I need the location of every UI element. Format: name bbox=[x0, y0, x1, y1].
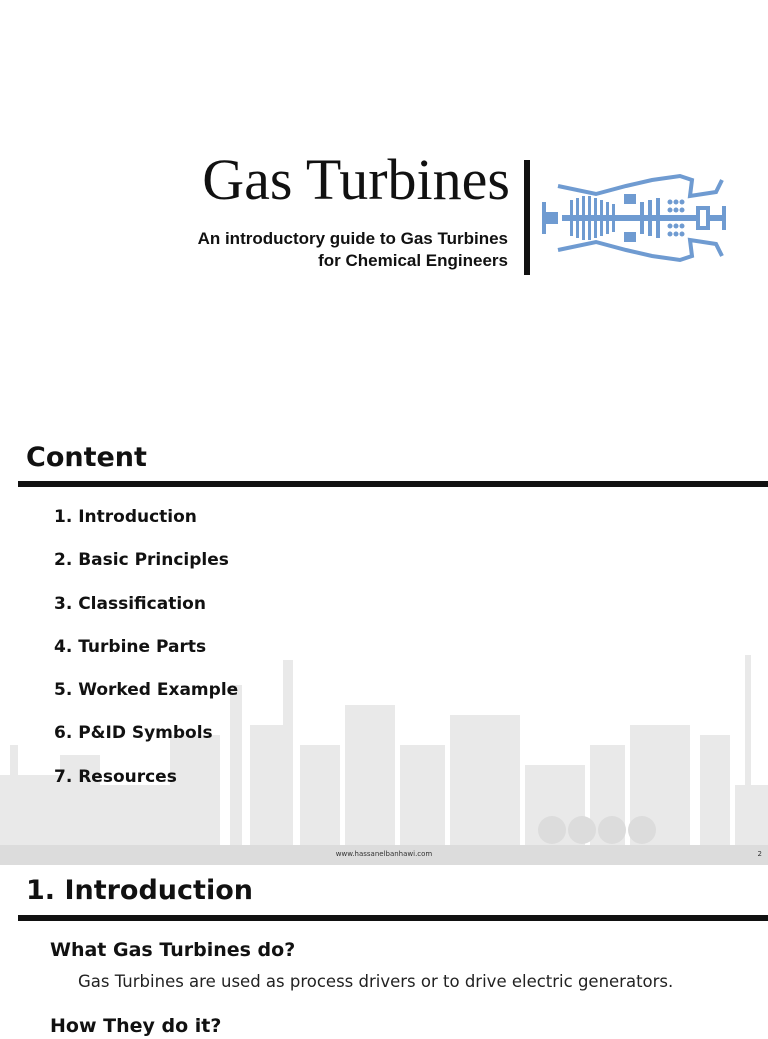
footer-url: www.hassanelbanhawi.com bbox=[335, 850, 433, 858]
toc-item-worked-example: 5. Worked Example bbox=[54, 680, 239, 701]
subtitle-line-1: An introductory guide to Gas Turbines bbox=[197, 229, 508, 248]
page-number: 2 bbox=[757, 850, 762, 858]
title-slide bbox=[0, 0, 768, 425]
subtitle-line-2: for Chemical Engineers bbox=[318, 251, 508, 270]
toc-item-pid-symbols: 6. P&ID Symbols bbox=[54, 723, 213, 744]
subheading-2: How They do it? bbox=[50, 1015, 222, 1037]
toc-item-basic-principles: 2. Basic Principles bbox=[54, 550, 229, 571]
title-divider bbox=[524, 160, 530, 275]
toc-item-turbine-parts: 4. Turbine Parts bbox=[54, 636, 207, 657]
toc-item-classification: 3. Classification bbox=[54, 593, 206, 614]
heading-rule bbox=[18, 481, 768, 487]
slide-title: Gas Turbines bbox=[202, 147, 510, 212]
heading-rule bbox=[18, 915, 768, 921]
subheading: What Gas Turbines do? bbox=[50, 939, 296, 961]
body-text: Gas Turbines are used as process drivers or to drive electric generators. bbox=[78, 972, 674, 991]
gas-turbine-icon bbox=[540, 172, 736, 264]
table-of-contents bbox=[54, 507, 238, 810]
content-slide bbox=[0, 425, 768, 865]
section-heading: 1. Introduction bbox=[26, 875, 253, 906]
slide-subtitle bbox=[198, 228, 508, 272]
toc-item-introduction: 1. Introduction bbox=[54, 507, 197, 527]
section-heading: Content bbox=[26, 442, 147, 473]
introduction-slide bbox=[0, 865, 768, 1037]
toc-item-resources: 7. Resources bbox=[54, 766, 177, 787]
